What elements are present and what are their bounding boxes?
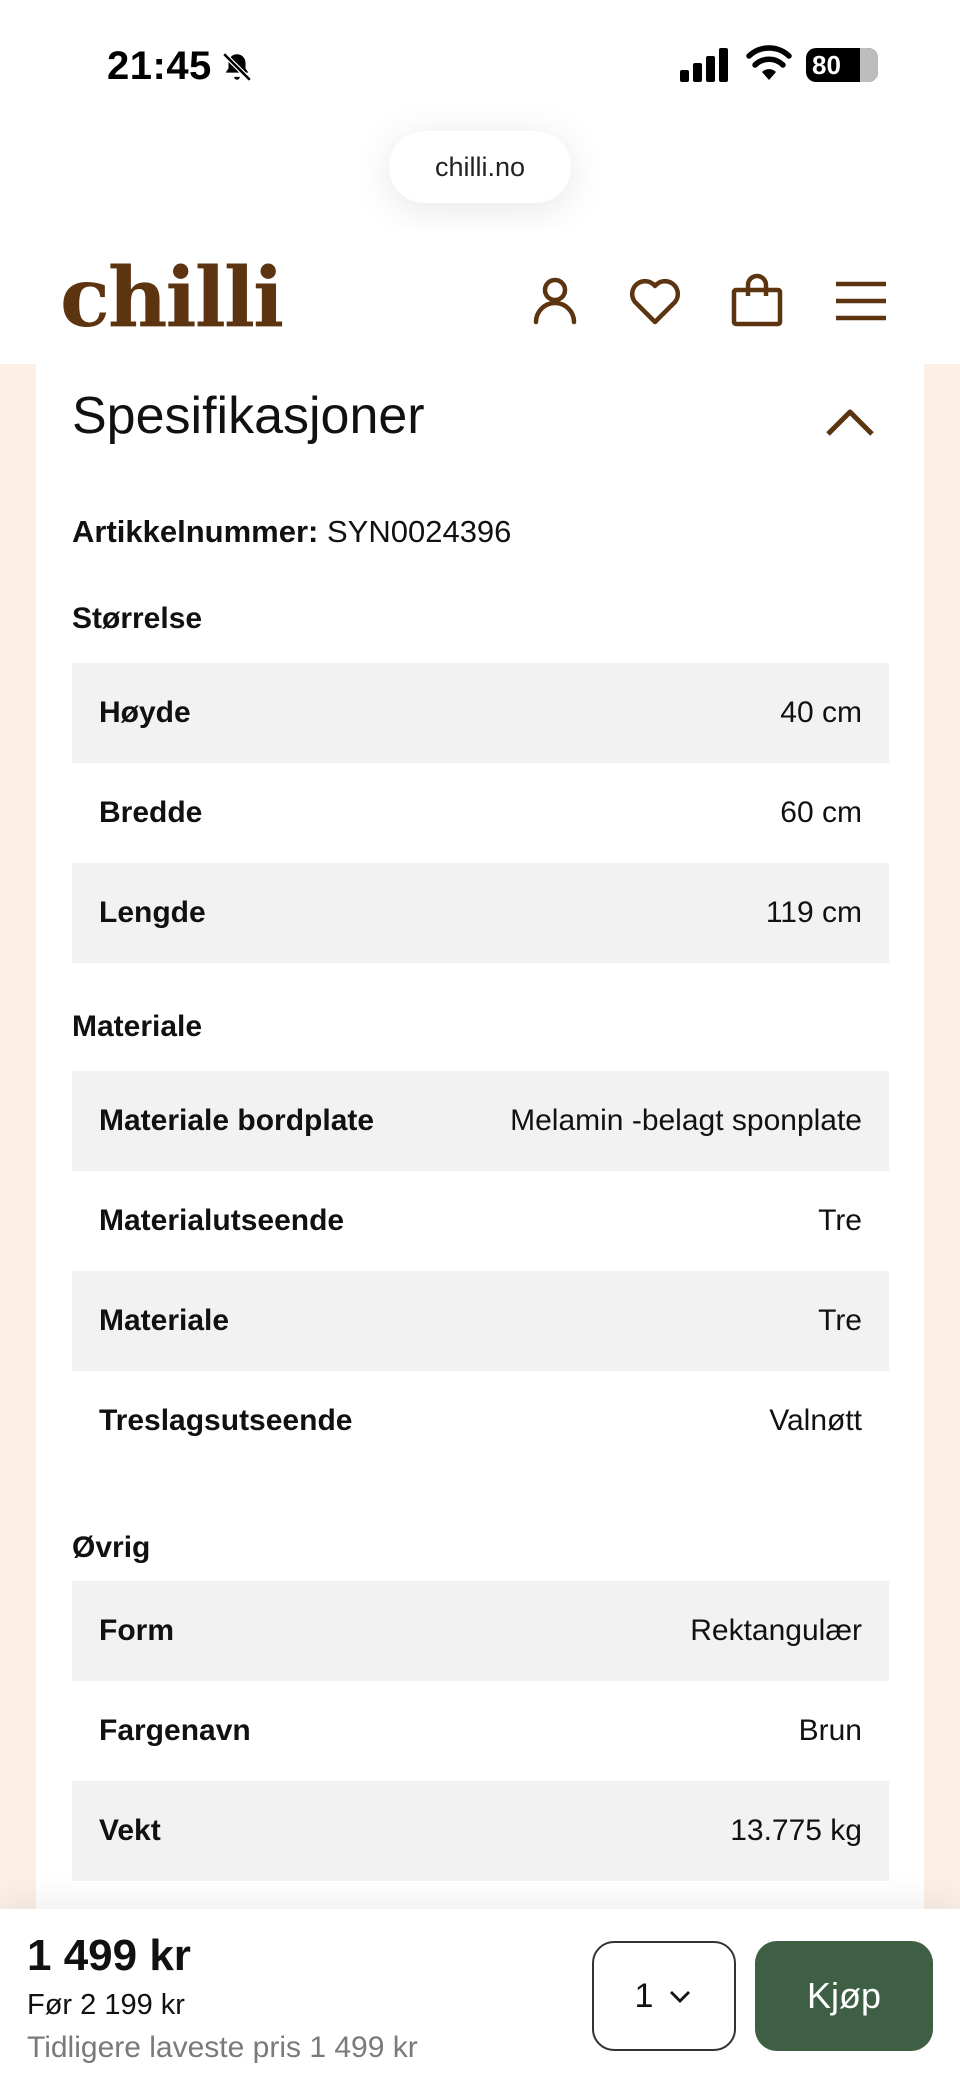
hamburger-menu-icon[interactable] [830, 270, 892, 332]
quantity-value: 1 [634, 1976, 654, 2015]
spec-label: Bredde [99, 796, 203, 829]
wifi-icon [746, 44, 792, 82]
spec-label: Vekt [99, 1814, 161, 1847]
spec-label: Treslagsutseende [99, 1404, 353, 1437]
heart-icon[interactable] [624, 270, 686, 332]
article-number [72, 514, 511, 550]
group-title-other: Øvrig [72, 1531, 151, 1564]
spec-value: Melamin -belagt sponplate [510, 1104, 862, 1137]
article-number-value: SYN0024396 [326, 514, 512, 549]
quantity-select[interactable] [592, 1941, 736, 2051]
chevron-up-icon[interactable] [820, 394, 880, 454]
spec-value: Brun [798, 1714, 862, 1747]
spec-label: Form [99, 1614, 174, 1647]
buy-button[interactable]: Kjøp [755, 1941, 933, 2051]
current-price: 1 499 kr [27, 1931, 191, 1980]
address-url: chilli.no [434, 151, 526, 182]
spec-value: Rektangulær [690, 1614, 862, 1647]
cellular-signal-icon [680, 48, 730, 82]
spec-label: Materiale [99, 1304, 230, 1337]
spec-label: Materialutseende [99, 1204, 345, 1237]
spec-row [72, 863, 889, 963]
specifications-panel [36, 364, 924, 1909]
status-bar [0, 0, 960, 130]
battery-charging-icon [860, 48, 878, 82]
page-background-left [0, 364, 36, 1909]
spec-row [72, 1071, 889, 1171]
group-title-material: Materiale [72, 1010, 203, 1043]
chevron-down-icon [667, 1983, 693, 2009]
page-background-right [924, 364, 960, 1909]
spec-label: Materiale bordplate [99, 1104, 375, 1137]
user-icon[interactable] [524, 270, 586, 332]
lowest-price-note: Tidligere laveste pris 1 499 kr [27, 2031, 418, 2064]
spec-row [72, 663, 889, 763]
spec-value: 40 cm [780, 696, 862, 729]
article-number-label: Artikkelnummer: [72, 514, 319, 549]
spec-row [72, 763, 889, 863]
specifications-title[interactable]: Spesifikasjoner [72, 387, 425, 445]
spec-row [72, 1271, 889, 1371]
spec-table-material [72, 1071, 889, 1471]
spec-value: Tre [818, 1204, 862, 1237]
spec-row [72, 1581, 889, 1681]
site-header [0, 230, 960, 364]
spec-label: Fargenavn [99, 1714, 251, 1747]
spec-value: 13.775 kg [730, 1814, 862, 1847]
spec-row [72, 1371, 889, 1471]
spec-label: Lengde [99, 896, 206, 929]
spec-label: Høyde [99, 696, 191, 729]
spec-value: 60 cm [780, 796, 862, 829]
spec-value: Tre [818, 1304, 862, 1337]
site-logo[interactable]: chilli [60, 250, 283, 346]
spec-value: Valnøtt [769, 1404, 862, 1437]
spec-table-other [72, 1581, 889, 1881]
spec-value: 119 cm [765, 896, 862, 929]
spec-table-size [72, 663, 889, 963]
spec-row [72, 1171, 889, 1271]
before-price: Før 2 199 kr [27, 1989, 185, 2021]
shopping-bag-icon[interactable] [726, 270, 788, 332]
spec-row [72, 1781, 889, 1881]
bell-muted-icon [220, 50, 254, 84]
address-bar[interactable] [389, 131, 571, 203]
purchase-bar [0, 1909, 960, 2081]
spec-row [72, 1681, 889, 1781]
battery-percent: 80 [812, 49, 841, 80]
group-title-size: Størrelse [72, 602, 203, 635]
battery-indicator [806, 48, 878, 82]
status-time: 21:45 [107, 44, 212, 88]
